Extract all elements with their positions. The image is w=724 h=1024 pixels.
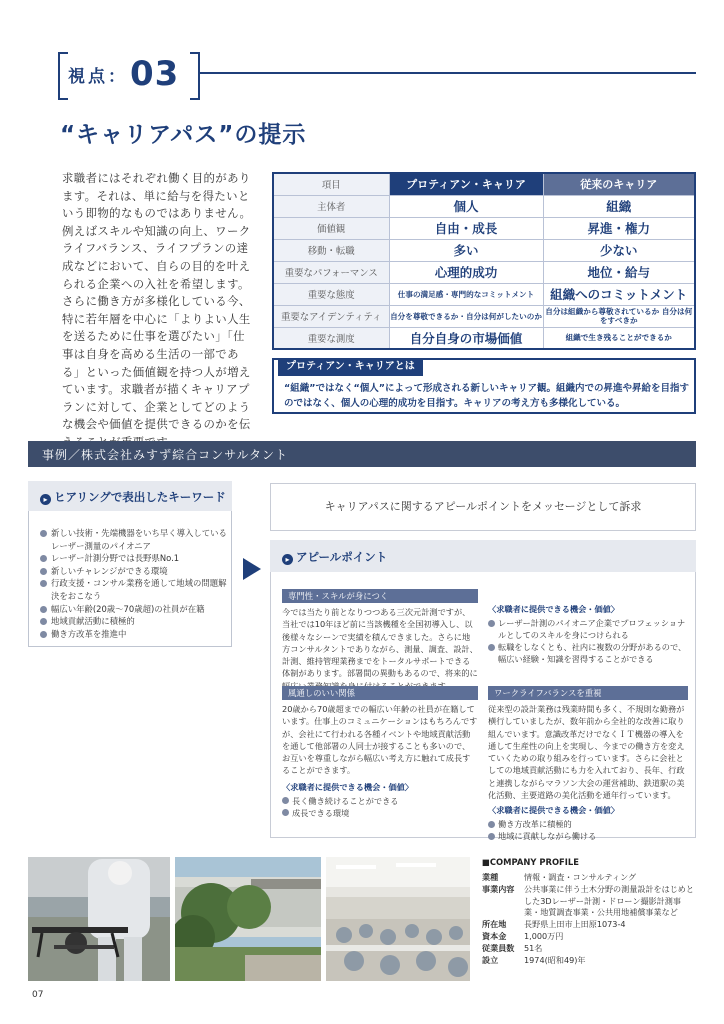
list-item: 成長できる環境 [282,807,478,819]
table-header: 従来のキャリア [543,173,695,195]
bullet-icon: ▸ [40,494,51,505]
profile-value: 公共事業に伴う土木分野の測量設計をはじめとした3Dレーザー計測・ドローン撮影計測事業・地質調査事業・公共用地補償事業など [524,883,694,918]
table-row [273,239,695,261]
photo-building [175,857,321,981]
profile-value: 1,000万円 [524,930,564,941]
definition-tag: プロティアン・キャリアとは [278,358,423,376]
section-text: 20歳から70歳超までの幅広い年齢の社員が在籍しています。仕事上のコミュニケーションはもちろんですが、会社にて行われる各種イベントや地域貢献活動を通して他部署の人同士が接することも多いので、お互いを尊重しながら幅広い考え方に触れて成長することができます。 [282,704,478,776]
profile-value: 情報・調査・コンサルティング [524,872,637,882]
table-cell: 昇進・権力 [543,217,695,239]
list-item: 働き方改革を推進中 [40,628,230,641]
profile-value: 1974(昭和49)年 [524,954,586,965]
table-cell: 自由・成長 [389,217,543,239]
list-item: レーザー計測分野では長野県No.1 [40,552,230,565]
table-row [273,195,695,217]
table-row [482,872,696,884]
intro-text: 求職者にはそれぞれ働く目的があります。それは、単に給与を得たいという即物的なものではありません。例えばスキルや知識の向上、ワークライフバランス、ライフプランの達成などにおいて、自らの目的を叶えられる企業への入社を希望します。さらに働き方が多様化している今、特に若年層を中心に「よりよい人生を送るために仕事を選びたい」「仕事は自身を高める生活の一部である」といった価値観を持つ人が増えています。求職者が描くキャリアプランに対して、企業としてどのような機会や価値を提供できるのかを伝 [62,171,252,432]
page-number: 07 [32,990,44,1000]
table-cell: 自分自身の市場価値 [389,327,543,349]
appeal-title [282,549,387,565]
table-cell: 主体者 [273,195,389,217]
table-row [273,305,695,327]
header-rule [200,72,696,74]
table-cell: 少ない [543,239,695,261]
section-tag: 専門性・スキルが身につく [282,589,478,603]
appeal-offer-expertise [488,604,688,665]
definition-text: “組織”ではなく“個人”によって形成される新しいキャリア観。組織内での昇進や昇給を目指すのではなく、個人の心理的成功を目指す。キャリアの考え方も多様化している。 [284,383,689,409]
profile-key: 業種 [482,872,499,882]
offer-list [488,617,688,665]
keywords-list [40,527,230,640]
table-cell: 心理的成功 [389,261,543,283]
table-cell: 組織 [543,195,695,217]
table-cell: 重要な測度 [273,327,389,349]
offer-list [282,795,478,819]
bullet-icon: ▸ [282,554,293,565]
table-row [482,955,696,967]
table-row [273,327,695,349]
table-cell: 移動・転職 [273,239,389,261]
list-item: 働き方改革に積極的 [488,818,688,830]
table-cell: 自分は組織から尊敬されているか 自分は何をすべきか [543,305,695,327]
viewpoint-label: 視点： [68,67,128,87]
offer-heading: 〈求職者に提供できる機会・価値〉 [488,604,620,614]
section-tag: ワークライフバランスを重視 [488,686,688,700]
table-cell: 組織へのコミットメント [543,283,695,305]
offer-heading: 〈求職者に提供できる機会・価値〉 [488,805,620,816]
table-cell: 自分を尊敬できるか・自分は何がしたいのか [389,305,543,327]
offer-list [488,818,688,842]
appeal-title-text: アピールポイント [296,550,388,564]
profile-key: 従業員数 [482,942,515,953]
table-cell: 重要なアイデンティティ [273,305,389,327]
case-study-title: 事例／株式会社みすず綜合コンサルタント [42,448,289,462]
career-comparison-table [272,172,696,350]
keywords-title-text: ヒアリングで表出したキーワード [54,490,226,504]
table-cell: 重要な態度 [273,283,389,305]
arrow-right-icon [243,558,261,580]
table-header-row [273,173,695,195]
table-cell: 仕事の満足感・専門的なコミットメント [389,283,543,305]
photo-drone [28,857,170,981]
table-row [273,261,695,283]
company-profile-table [482,872,696,966]
table-header: プロティアン・キャリア [389,173,543,195]
list-item: 幅広い年齢(20歳〜70歳超)の社員が在籍 [40,603,230,616]
list-item: 長く働き続けることができる [282,795,478,807]
appeal-section-relations [282,686,478,819]
table-row [273,283,695,305]
table-row [482,919,696,931]
table-cell: 価値観 [273,217,389,239]
table-cell: 重要なパフォーマンス [273,261,389,283]
list-item: 転職をしなくとも、社内に複数の分野があるので、幅広い経験・知識を習得することができる [488,641,688,665]
profile-value: 長野県上田市上田原1073-4 [524,919,626,930]
table-header: 項目 [273,173,389,195]
profile-key: 事業内容 [482,883,515,894]
list-item: レーザー計測のパイオニア企業でプロフェッショナルとしてのスキルを身につけられる [488,617,688,641]
appeal-section-worklife [488,686,688,842]
table-row [273,217,695,239]
profile-heading: ■COMPANY PROFILE [482,857,579,867]
table-row [482,884,696,919]
table-cell: 組織で生き残ることができるか [543,327,695,349]
table-cell: 多い [389,239,543,261]
keywords-title [40,489,226,505]
list-item: 地域貢献活動に積極的 [40,615,230,628]
appeal-message-box: キャリアパスに関するアピールポイントをメッセージとして訴求 [270,483,696,531]
list-item: 新しいチャレンジができる環境 [40,565,230,578]
table-cell: 個人 [389,195,543,217]
offer-heading: 〈求職者に提供できる機会・価値〉 [282,781,414,792]
page-title: “キャリアパス”の提示 [60,122,307,148]
table-cell: 地位・給与 [543,261,695,283]
profile-key: 所在地 [482,919,507,930]
section-tag: 風通しのいい関係 [282,686,478,700]
profile-key: 設立 [482,954,499,965]
photo-office [326,857,470,981]
viewpoint-number: 03 [130,54,180,94]
profile-key: 資本金 [482,930,507,941]
list-item: 地域に貢献しながら働ける [488,830,688,842]
profile-value: 51名 [524,942,543,953]
section-text: 従来型の設計業務は残業時間も多く、不規則な勤務が横行していましたが、数年前から全社的な改善に取り組んでいます。意識改革だけでなくＩＴ機器の導入を通して生産性の向上を実現し、今までの働き方を変えていくための取り組みを行っています。さらに会社としての地域貢献活動にも力を入れており、長年、行政と連携しながらマラソン大会の運営補助、鉄道駅の美化活動、主要道路の美化活動を通年行っています。 [488,704,685,801]
appeal-section-expertise [282,589,478,692]
table-row [482,931,696,943]
table-row [482,943,696,955]
list-item: 行政支援・コンサル業務を通して地域の問題解決をおこなう [40,577,230,602]
section-text: 今では当たり前となりつつある三次元計測ですが、当社では10年ほど前に当該機種を全国初導入し、以後様々なシーンで実績を積んできました。さらに地方コンサルタントでありながら、測量、調査、設計、計測、維持管理業務までをトータルサポートできる体制があります。部署間の異動もあるので、将来的に [282,607,478,679]
list-item: 新しい技術・先端機器をいち早く導入しているレーザー測量のパイオニア [40,527,230,552]
